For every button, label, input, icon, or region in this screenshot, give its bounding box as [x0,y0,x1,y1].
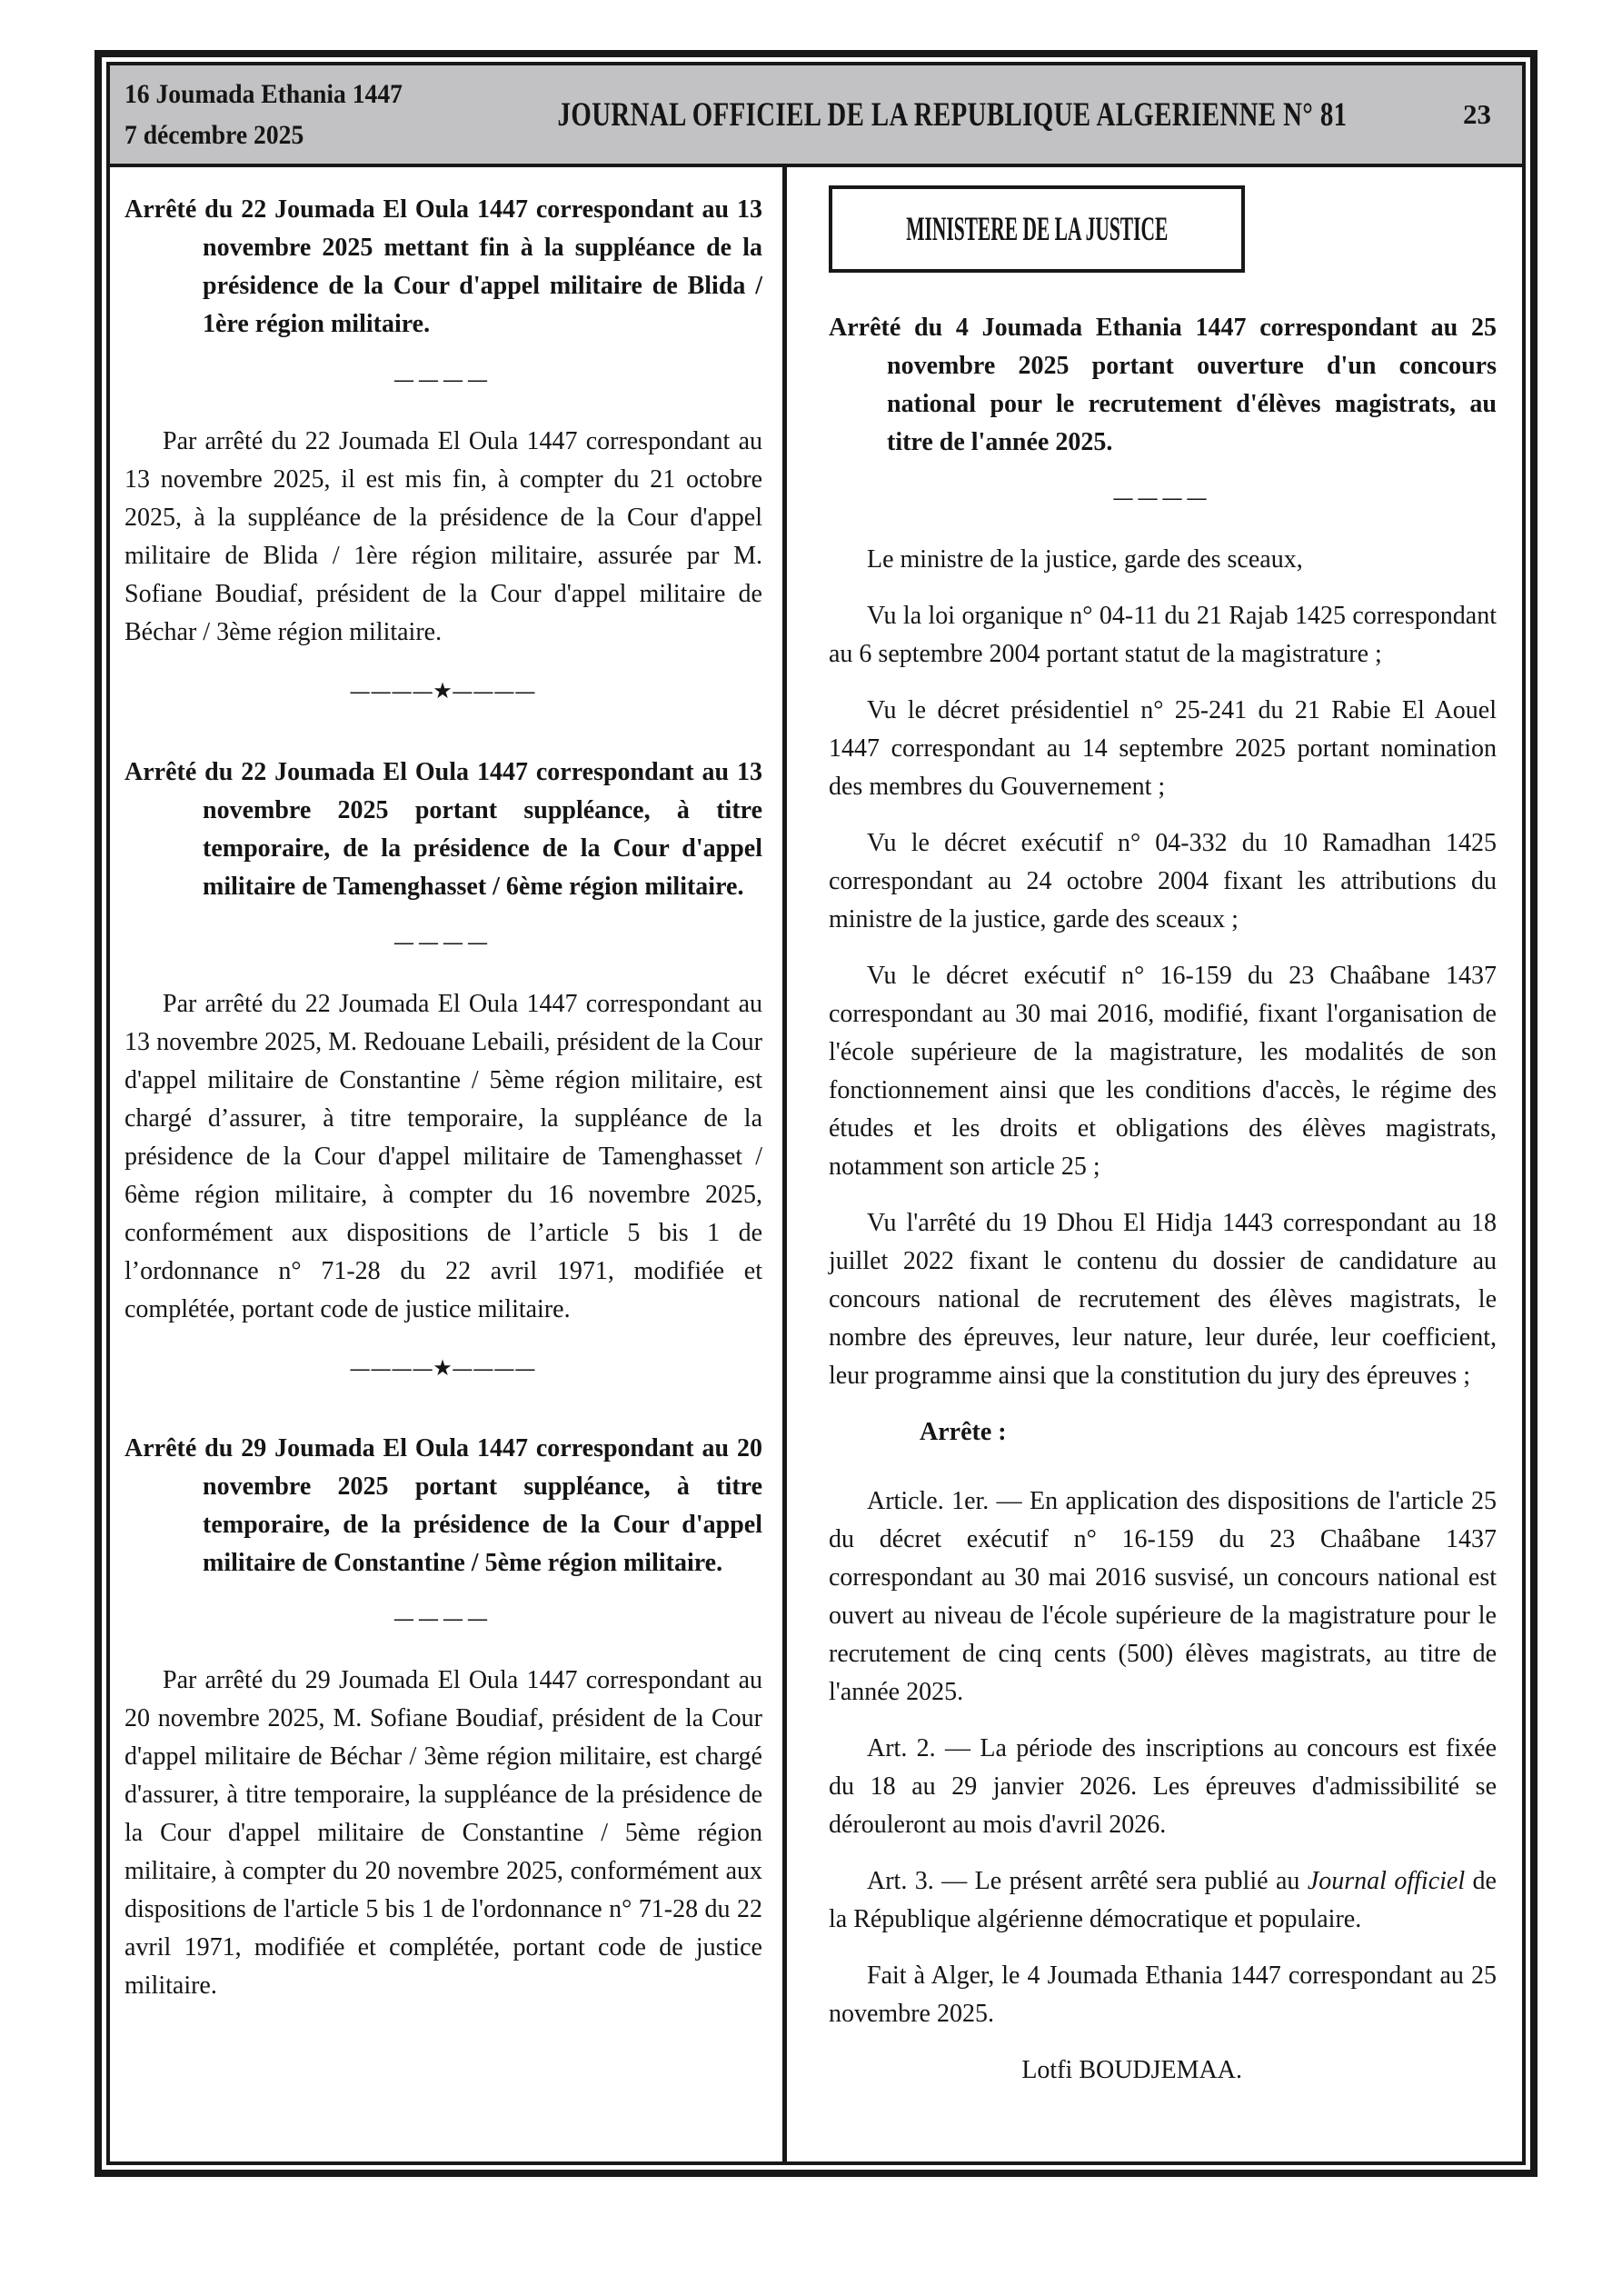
hijri-date: 16 Joumada Ethania 1447 [124,79,403,109]
decree-body-1: Par arrêté du 22 Joumada El Oula 1447 correspondant au 13 novembre 2025, il est mis fin, à compter du 21 octobre 2025, à la suppléance de la présidence de la Cour d'appel militaire de Blida / 1ère région militaire, assurée par M. Sofiane Boudiaf, président de la Cour d'appel militaire de Béchar / 3ème région militaire. [124,427,762,647]
journal-title: JOURNAL OFFICIEL DE LA REPUBLIQUE ALGERIENNE N° 81 [558,95,1348,134]
article-3-text-end: de la République algérienne démocratique et populaire. [829,1867,1497,1934]
dash-rule: ———— [394,930,493,953]
decree-heading-justice: Arrêté du 4 Joumada Ethania 1447 correspondant au 25 novembre 2025 portant ouverture d'un concours national pour le recrutement d'élèves magistrats, au titre de l'année 2025. [829,314,1497,456]
decree-body-2: Par arrêté du 22 Joumada El Oula 1447 correspondant au 13 novembre 2025, M. Redouane Lebaili, président de la Cour d'appel militaire de Constantine / 5ème région militaire, est chargé d’assurer, à titre temporaire, la suppléance de la présidence de la Cour d'appel militaire de Tamenghasset / 6ème région militaire, à compter du 16 novembre 2025, conformément aux dispositions de l’article 5 bis 1 de l’ordonnance n° 71-28 du 22 avril 1971, modifiée et complétée, portant code de justice militaire. [124,989,762,1323]
article-2: Art. 2. — La période des inscriptions au concours est fixée du 18 au 29 janvier 2026. Les épreuves d'admissibilité se dérouleront au mois d'avril 2026. [829,1734,1497,1840]
masthead-dates [124,74,417,155]
ministry-title: MINISTERE DE LA JUSTICE [905,210,1169,248]
signatory-name: Lotfi BOUDJEMAA. [1021,2056,1242,2085]
content-columns [110,167,1522,2161]
signoff-line: Fait à Alger, le 4 Joumada Ethania 1447 correspondant au 25 novembre 2025. [829,1962,1497,2029]
dash-rule: ———— [1113,486,1212,508]
journal-officiel-italic: Journal officiel [1307,1867,1466,1896]
decree-heading-3: Arrêté du 29 Joumada El Oula 1447 correspondant au 20 novembre 2025 portant suppléance, à titre temporaire, de la présidence de la Cour d'appel militaire de Constantine / 5ème région militaire. [124,1434,762,1578]
dash-rule: ———— [394,1607,493,1630]
journal-title-wrap [443,95,1463,135]
left-column [110,167,782,2161]
visa-4: Vu le décret exécutif n° 16-159 du 23 Chaâbane 1437 correspondant au 30 mai 2016, modifié, fixant l'organisation de l'école supérieure de la magistrature, les modalités de son fonctionnement ainsi que les conditions d'accès, le régime des études et les droits et obligations des élèves magistrats, notamment son article 25 ; [829,962,1497,1182]
article-3-text: Art. 3. — Le présent arrêté sera publié au [867,1867,1308,1896]
visa-2: Vu le décret présidentiel n° 25-241 du 21 Rabie El Aouel 1447 correspondant au 14 septembre 2025 portant nomination des membres du Gouvernement ; [829,696,1497,802]
star-rule: ————★———— [350,680,537,703]
dash-rule: ———— [394,368,493,390]
page-border-outer [95,50,1537,2177]
visa-1: Vu la loi organique n° 04-11 du 21 Rajab 1425 correspondant au 6 septembre 2004 portant statut de la magistrature ; [829,602,1497,669]
right-column [787,167,1522,2161]
minister-intro: Le ministre de la justice, garde des sceaux, [867,545,1303,574]
ministry-box [829,185,1245,273]
article-3 [829,1862,1497,1939]
visa-5: Vu l'arrêté du 19 Dhou El Hidja 1443 correspondant au 18 juillet 2022 fixant le contenu du dossier de candidature au concours national de recrutement des élèves magistrats, le nombre des épreuves, leur nature, leur durée, leur coefficient, leur programme ainsi que la constitution du jury des épreuves ; [829,1209,1497,1391]
decree-body-3: Par arrêté du 29 Joumada El Oula 1447 correspondant au 20 novembre 2025, M. Sofiane Boudiaf, président de la Cour d'appel militaire de Béchar / 3ème région militaire, est chargé d'assurer, à titre temporaire, la suppléance de la présidence de la Cour d'appel militaire de Constantine / 5ème région militaire, à compter du 20 novembre 2025, conformément aux dispositions de l'article 5 bis 1 de l'ordonnance n° 71-28 du 22 avril 1971, modifiée et complétée, portant code de justice militaire. [124,1666,762,2001]
article-1: Article. 1er. — En application des dispositions de l'article 25 du décret exécutif n° 16-159 du 23 Chaâbane 1437 correspondant au 30 mai 2016 susvisé, un concours national est ouvert au niveau de l'école supérieure de la magistrature pour le recrutement de cinq cents (500) élèves magistrats, au titre de l'année 2025. [829,1487,1497,1707]
page-border-inner [106,62,1526,2165]
decree-heading-2: Arrêté du 22 Joumada El Oula 1447 correspondant au 13 novembre 2025 portant suppléance, à titre temporaire, de la présidence de la Cour d'appel militaire de Tamenghasset / 6ème région militaire. [124,757,762,901]
decree-heading-1: Arrêté du 22 Joumada El Oula 1447 correspondant au 13 novembre 2025 mettant fin à la suppléance de la présidence de la Cour d'appel militaire de Blida / 1ère région militaire. [124,195,762,338]
visa-3: Vu le décret exécutif n° 04-332 du 10 Ramadhan 1425 correspondant au 24 octobre 2004 fixant les attributions du ministre de la justice, garde des sceaux ; [829,829,1497,934]
page-number: 23 [1463,98,1491,130]
arrete-label: Arrête : [920,1418,1007,1447]
masthead [110,65,1522,167]
star-rule: ————★———— [350,1356,537,1379]
gregorian-date: 7 décembre 2025 [124,120,304,150]
